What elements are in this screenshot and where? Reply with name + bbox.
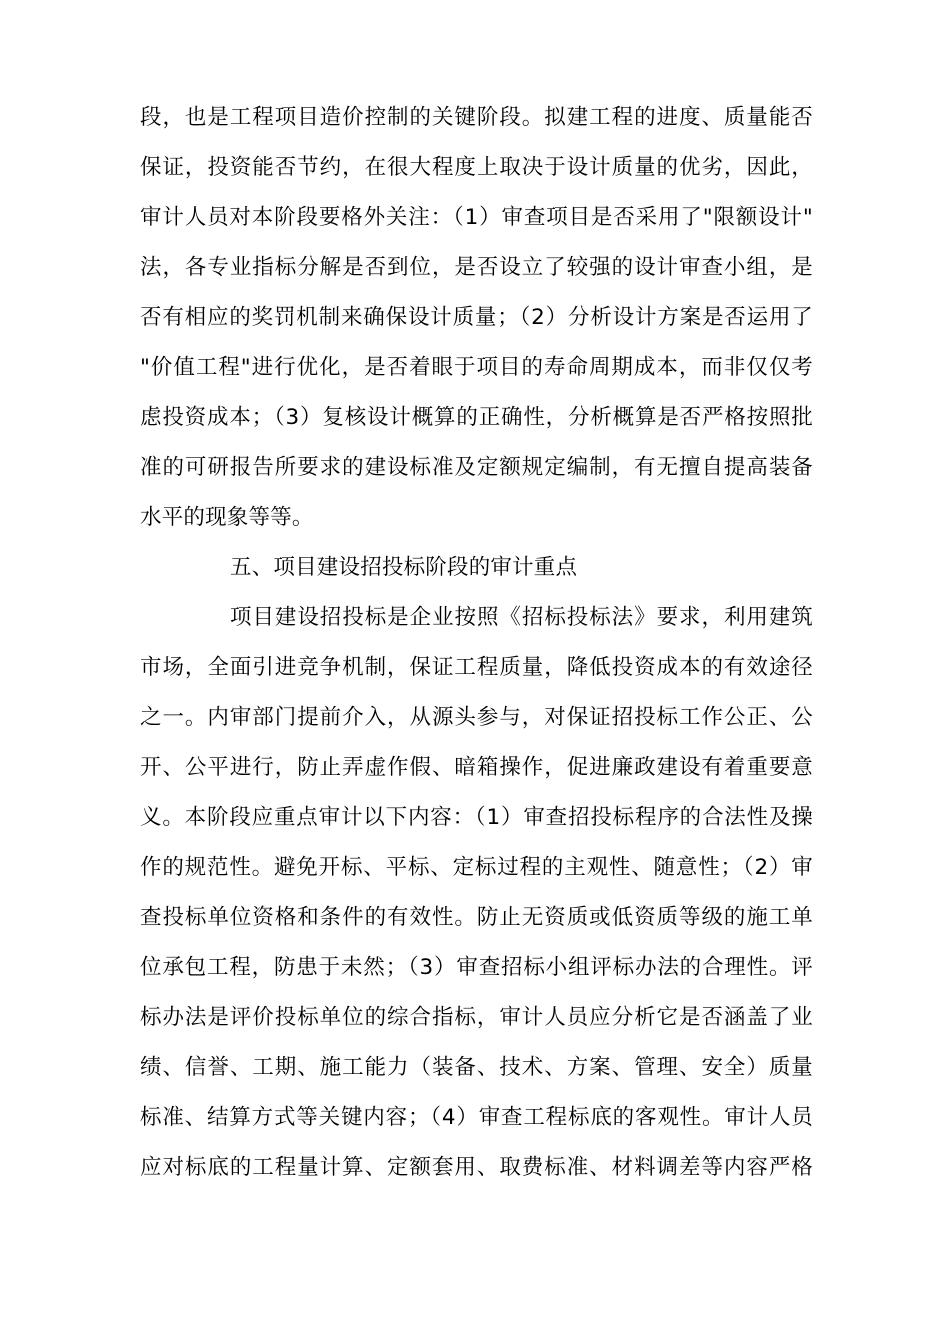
text-line: 位承包工程，防患于未然；（3）审查招标小组评标办法的合理性。评 [140, 955, 813, 980]
text-line: 项目建设招投标是企业按照《招标投标法》要求，利用建筑 [230, 605, 813, 630]
section-heading: 五、项目建设招投标阶段的审计重点 [230, 555, 578, 580]
text-line: 标办法是评价投标单位的综合指标，审计人员应分析它是否涵盖了业 [140, 1005, 813, 1030]
text-line: 市场，全面引进竞争机制，保证工程质量，降低投资成本的有效途径 [140, 655, 813, 680]
text-line: 开、公平进行，防止弄虚作假、暗箱操作，促进廉政建设有着重要意 [140, 755, 813, 780]
text-line: 保证，投资能否节约，在很大程度上取决于设计质量的优劣，因此， [140, 155, 813, 180]
text-line: 应对标底的工程量计算、定额套用、取费标准、材料调差等内容严格 [140, 1155, 813, 1180]
text-line: "价值工程"进行优化，是否着眼于项目的寿命周期成本，而非仅仅考 [140, 355, 813, 380]
text-line: 之一。内审部门提前介入，从源头参与，对保证招投标工作公正、公 [140, 705, 813, 730]
text-line: 法，各专业指标分解是否到位，是否设立了较强的设计审查小组，是 [140, 255, 813, 280]
text-line: 绩、信誉、工期、施工能力（装备、技术、方案、管理、安全）质量 [140, 1055, 813, 1080]
text-line: 虑投资成本；（3）复核设计概算的正确性，分析概算是否严格按照批 [140, 405, 813, 430]
text-line: 标准、结算方式等关键内容；（4）审查工程标底的客观性。审计人员 [140, 1105, 813, 1130]
text-line: 段，也是工程项目造价控制的关键阶段。拟建工程的进度、质量能否 [140, 105, 813, 130]
text-line: 义。本阶段应重点审计以下内容：（1）审查招投标程序的合法性及操 [140, 805, 813, 830]
text-line: 审计人员对本阶段要格外关注：（1）审查项目是否采用了"限额设计" [140, 205, 813, 230]
text-line: 作的规范性。避免开标、平标、定标过程的主观性、随意性；（2）审 [140, 855, 813, 880]
text-line: 查投标单位资格和条件的有效性。防止无资质或低资质等级的施工单 [140, 905, 813, 930]
text-line: 水平的现象等等。 [140, 505, 314, 530]
text-line: 否有相应的奖罚机制来确保设计质量；（2）分析设计方案是否运用了 [140, 305, 813, 330]
text-line: 准的可研报告所要求的建设标准及定额规定编制，有无擅自提高装备 [140, 455, 813, 480]
